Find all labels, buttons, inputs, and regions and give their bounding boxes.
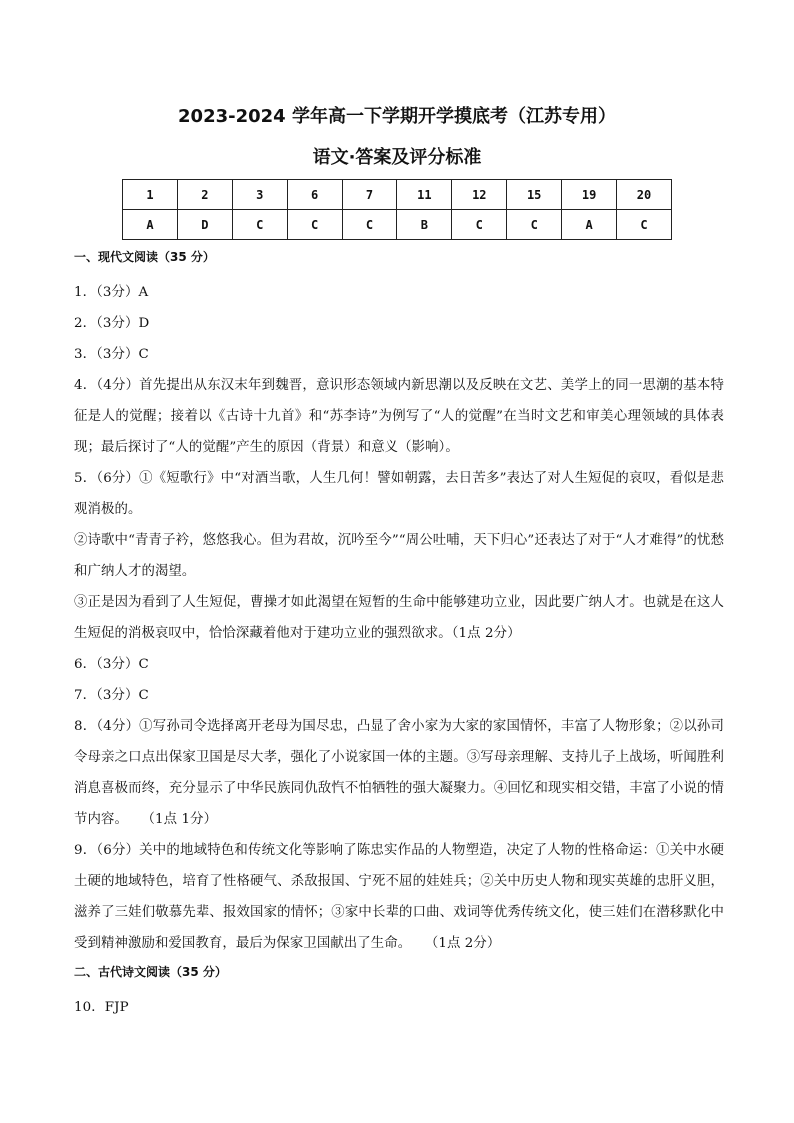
- question-number-cell: 11: [397, 180, 452, 210]
- page-subtitle: 语文·答案及评分标准: [312, 147, 482, 168]
- question-number-cell: 2: [177, 180, 232, 210]
- answer-q6: 6．（3分）C: [74, 657, 149, 672]
- answer-table: [122, 179, 672, 240]
- answer-table-number-row: [123, 180, 672, 210]
- question-number-cell: 19: [562, 180, 617, 210]
- answer-cell: A: [562, 210, 617, 240]
- question-number-cell: 12: [452, 180, 507, 210]
- question-number-cell: 7: [342, 180, 397, 210]
- question-number-cell: 3: [232, 180, 287, 210]
- answer-cell: C: [232, 210, 287, 240]
- answer-q5-point1: 5．（6分）①《短歌行》中“对酒当歌，人生几何！譬如朝露，去日苦多”表达了对人生短促的哀叹，看似是悲观消极的。: [74, 471, 724, 517]
- answer-cell: C: [342, 210, 397, 240]
- answer-cell: A: [123, 210, 178, 240]
- answer-cell: B: [397, 210, 452, 240]
- answer-q7: 7．（3分）C: [74, 688, 149, 703]
- section-heading-classical-reading: 二、古代诗文阅读（35 分）: [74, 965, 227, 979]
- answer-q2: 2．（3分）D: [74, 316, 150, 331]
- answer-q10: 10．FJP: [74, 1000, 129, 1015]
- answer-content: [74, 246, 724, 1023]
- answer-q8: 8．（4分）①写孙司令选择离开老母为国尽忠，凸显了舍小家为大家的家国情怀，丰富了人物形象；②以孙司令母亲之口点出保家卫国是尽大孝，强化了小说家国一体的主题。③写母亲理解、支持儿子上战场，听闻胜利消息喜极而终，充分显示了中华民族同仇敌忾不怕牺牲的强大凝聚力。④回忆和现实相交错，丰富了小说的情节内容。 （1点 1分）: [74, 719, 724, 827]
- answer-cell: C: [452, 210, 507, 240]
- question-number-cell: 20: [617, 180, 672, 210]
- answer-q5-point2: ②诗歌中“青青子衿，悠悠我心。但为君故，沉吟至今”“周公吐哺，天下归心”还表达了对于“人才难得”的忧愁和广纳人才的渴望。: [74, 533, 724, 579]
- page-title: 2023-2024 学年高一下学期开学摸底考（江苏专用）: [178, 106, 616, 127]
- question-number-cell: 6: [287, 180, 342, 210]
- answer-cell: C: [287, 210, 342, 240]
- section-heading-modern-reading: 一、现代文阅读（35 分）: [74, 250, 215, 264]
- answer-q4: 4．（4分）首先提出从东汉末年到魏晋，意识形态领域内新思潮以及反映在文艺、美学上的同一思潮的基本特征是人的觉醒；接着以《古诗十九首》和“苏李诗”为例写了“人的觉醒”在当时文艺和审美心理领域的具体表现；最后探讨了“人的觉醒”产生的原因（背景）和意义（影响）。: [74, 378, 724, 455]
- answer-cell: C: [507, 210, 562, 240]
- answer-cell: C: [617, 210, 672, 240]
- question-number-cell: 15: [507, 180, 562, 210]
- question-number-cell: 1: [123, 180, 178, 210]
- answer-q9: 9．（6分）关中的地域特色和传统文化等影响了陈忠实作品的人物塑造，决定了人物的性格命运：①关中水硬土硬的地域特色，培育了性格硬气、杀敌报国、宁死不屈的娃娃兵；②关中历史人物和现实英雄的忠肝义胆，滋养了三娃们敬慕先辈、报效国家的情怀；③家中长辈的口曲、戏词等优秀传统文化，使三娃们在潜移默化中受到精神激励和爱国教育，最后为保家卫国献出了生命。 （1点 2分）: [74, 843, 724, 951]
- answer-table-answer-row: [123, 210, 672, 240]
- answer-q5-point3: ③正是因为看到了人生短促，曹操才如此渴望在短暂的生命中能够建功立业，因此要广纳人才。也就是在这人生短促的消极哀叹中，恰恰深藏着他对于建功立业的强烈欲求。（1点 2分）: [74, 595, 724, 641]
- answer-q1: 1．（3分）A: [74, 285, 149, 300]
- answer-q3: 3．（3分）C: [74, 347, 149, 362]
- answer-cell: D: [177, 210, 232, 240]
